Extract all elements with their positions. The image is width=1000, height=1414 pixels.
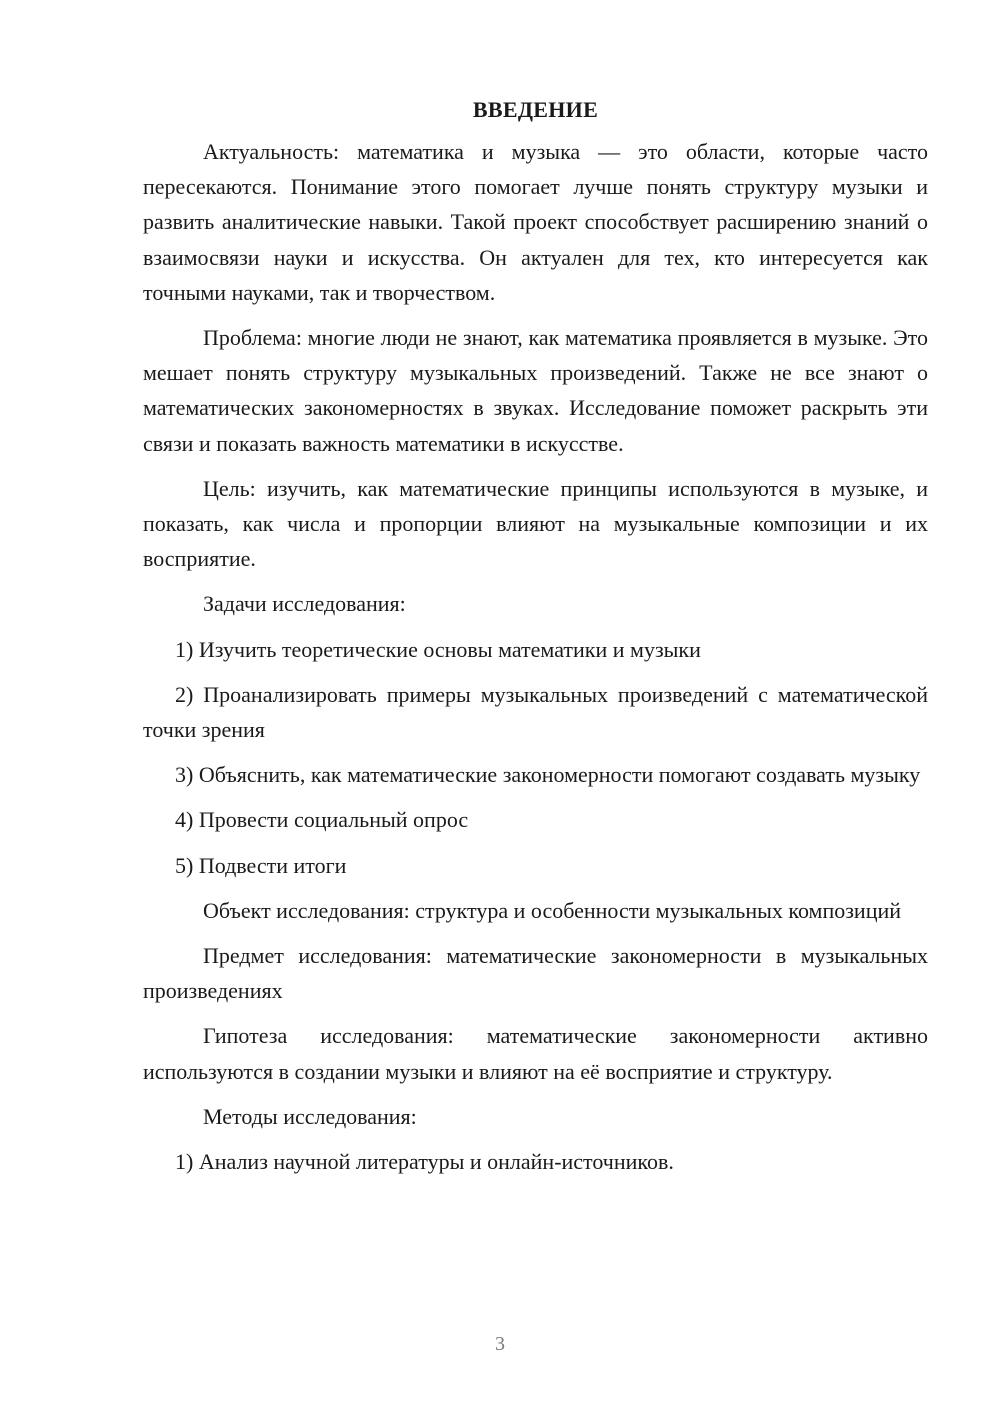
- paragraph-relevance: Актуальность: математика и музыка — это области, которые часто пересекаются. Понимание этого помогает лучше понять структуру музыки и развить аналитические навыки. Такой проект способствует расширению знаний о взаимосвязи науки и искусства. Он актуален для тех, кто интересуется как точными науками, так и творчеством.: [143, 139, 928, 305]
- paragraph-methods-heading: Методы исследования:: [203, 1103, 417, 1129]
- paragraph-object: Объект исследования: структура и особенности музыкальных композиций: [203, 897, 902, 923]
- paragraph-tasks-heading: Задачи исследования:: [203, 591, 406, 617]
- task-item-3: 3) Объяснить, как математические закономерности помогают создавать музыку: [175, 762, 921, 788]
- page-number: 3: [495, 1333, 505, 1355]
- page-title: ВВЕДЕНИЕ: [472, 97, 599, 122]
- task-item-1: 1) Изучить теоретические основы математики и музыки: [175, 636, 701, 662]
- page-body: [143, 92, 928, 1179]
- paragraph-hypothesis: Гипотеза исследования: математические закономерности активно используются в создании музыки и влияют на её восприятие и структуру.: [143, 1023, 928, 1084]
- task-item-5: 5) Подвести итоги: [175, 852, 347, 878]
- paragraph-subject: Предмет исследования: математические закономерности в музыкальных произведениях: [143, 943, 928, 1004]
- page-footer: [72, 1333, 1000, 1356]
- task-item-2: 2) Проанализировать примеры музыкальных произведений с математической точки зрения: [143, 681, 928, 743]
- paragraph-goal: Цель: изучить, как математические принципы используются в музыке, и показать, как числа и пропорции влияют на музыкальные композиции и их восприятие.: [143, 475, 928, 572]
- paragraph-problem: Проблема: многие люди не знают, как математика проявляется в музыке. Это мешает понять структуру музыкальных произведений. Также не все знают о математических закономерностях в звуках. Исследование поможет раскрыть эти связи и показать важность математики в искусстве.: [143, 325, 928, 456]
- task-item-4: 4) Провести социальный опрос: [175, 807, 469, 833]
- method-item-1: 1) Анализ научной литературы и онлайн-источников.: [175, 1149, 674, 1175]
